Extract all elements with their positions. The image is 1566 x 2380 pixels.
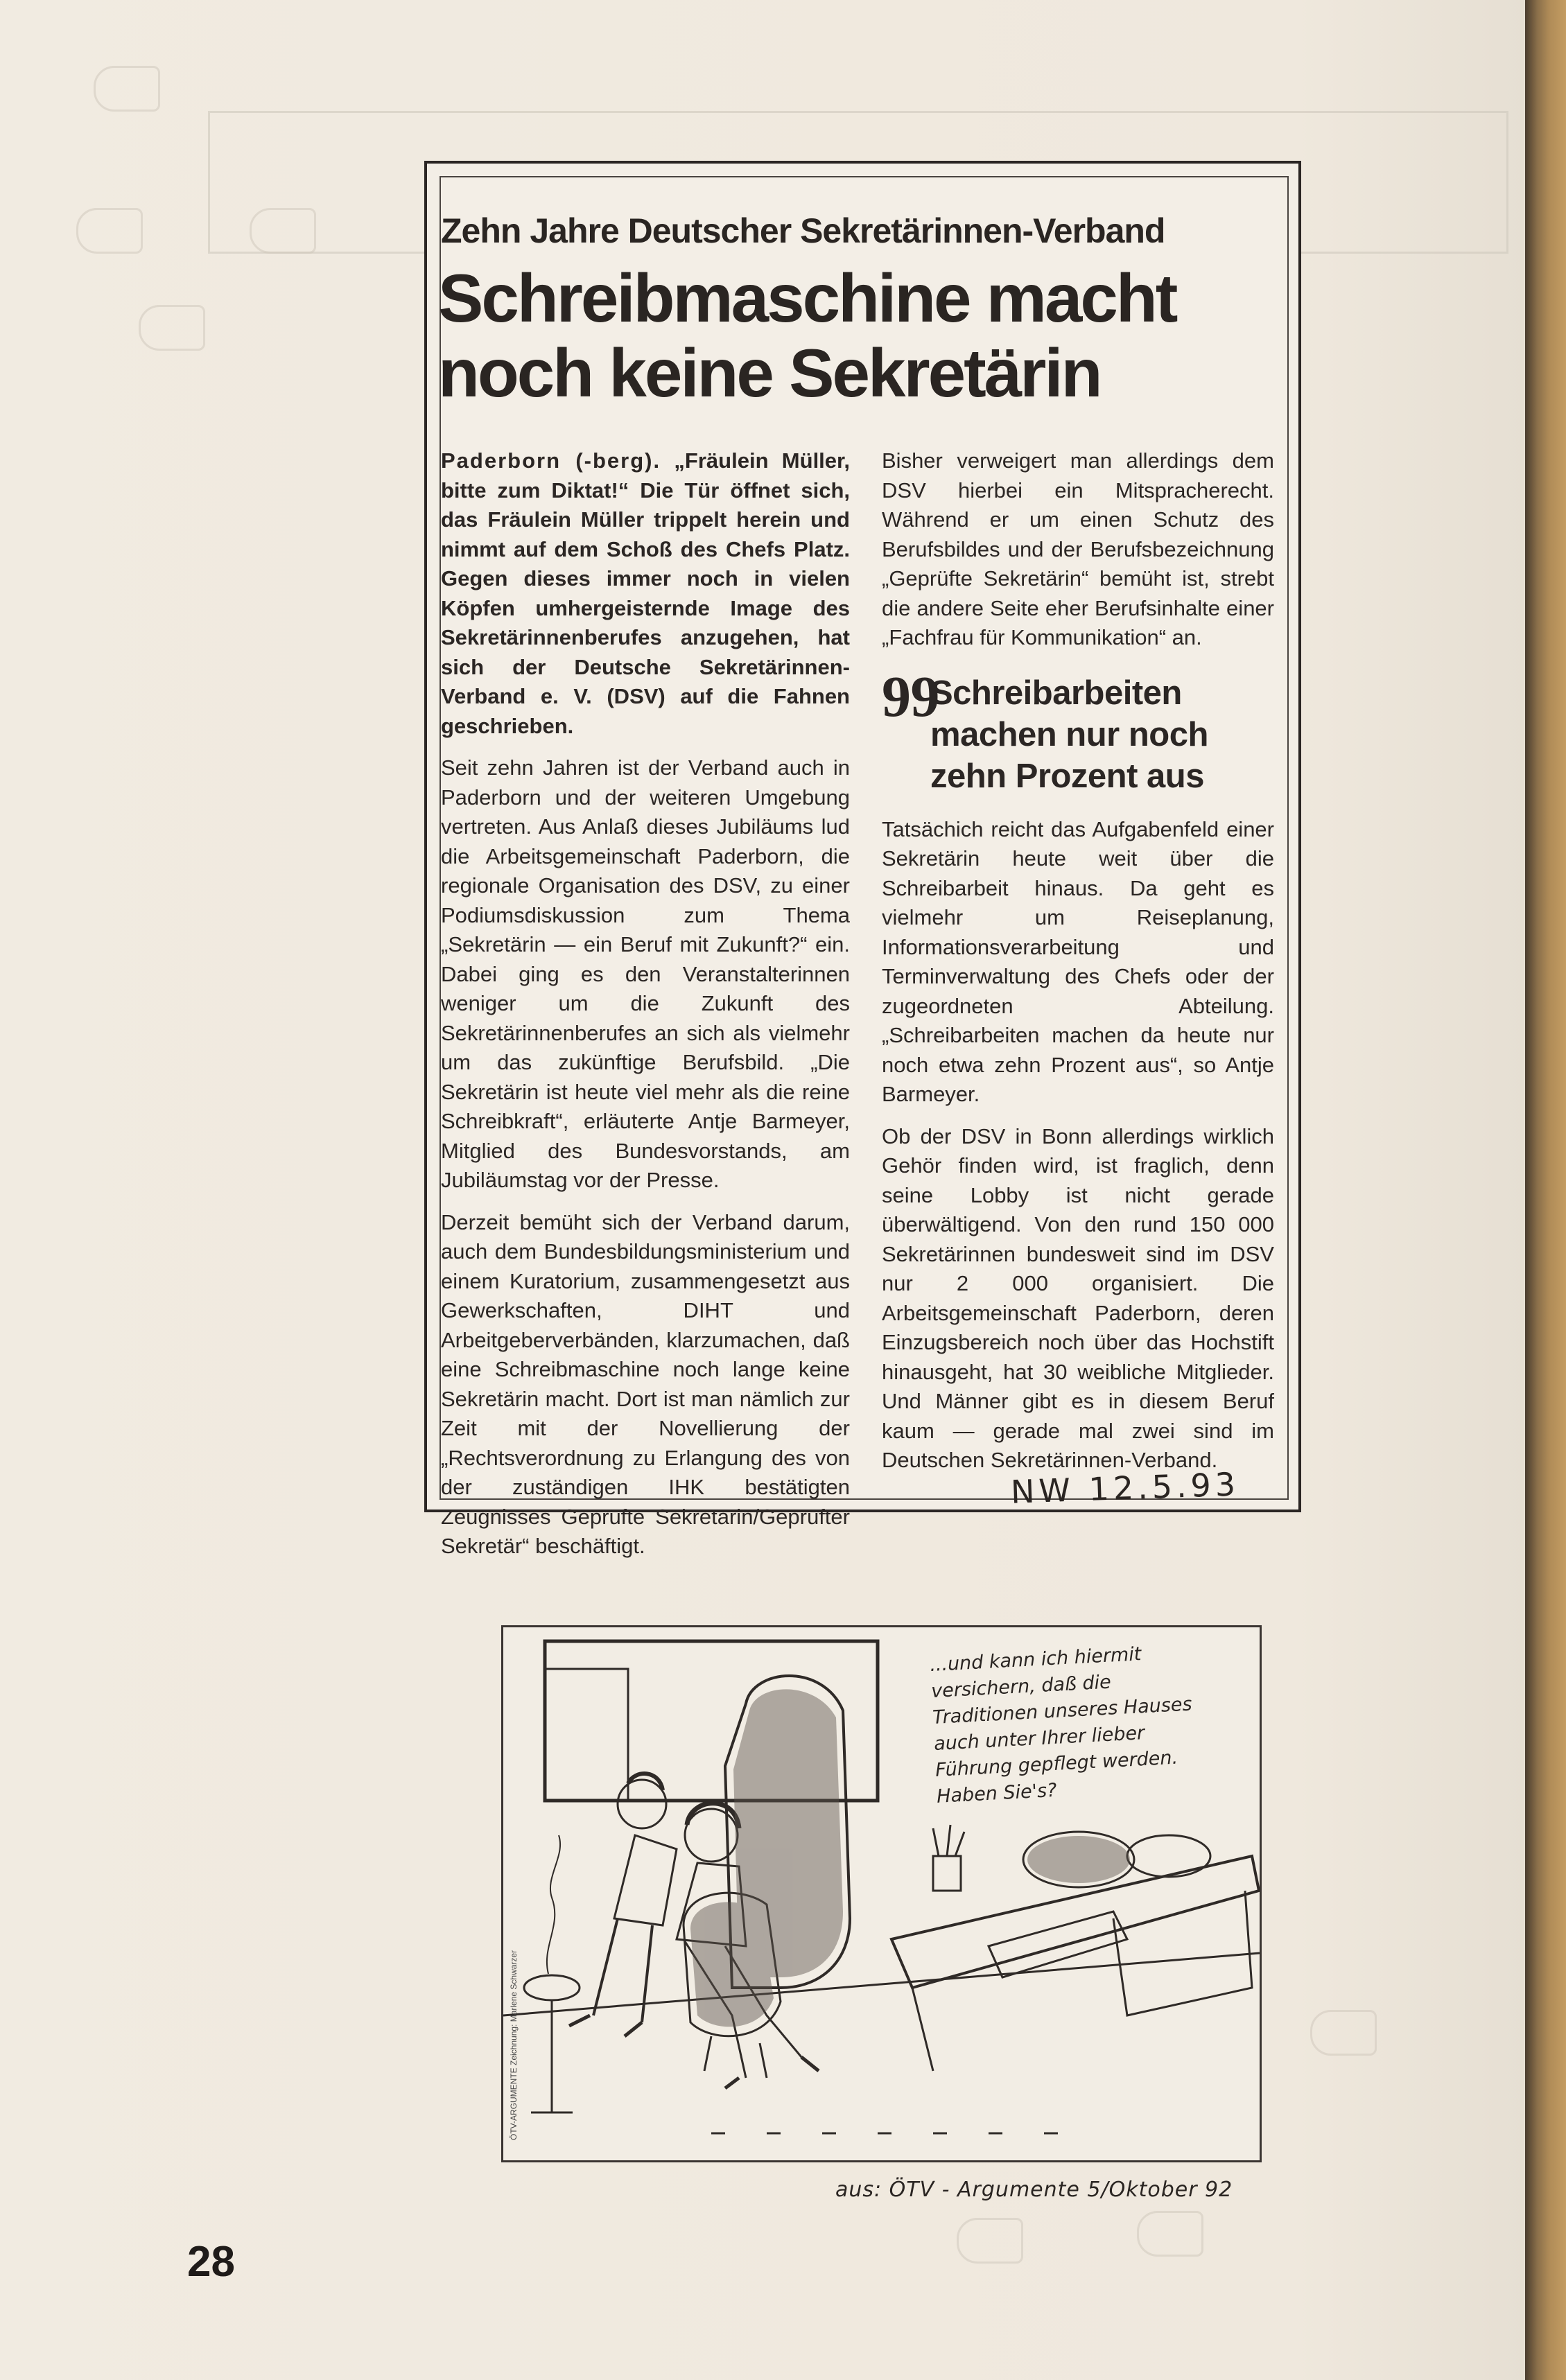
article-column-right [882, 446, 1274, 1488]
newspaper-clipping [424, 161, 1301, 1558]
article-paragraph: Derzeit bemüht sich der Verband darum, auch dem Bundesbildungsministerium und einem Kuratorium, zusammengesetzt aus Gewerkschaften, DIHT und Arbeitgeberverbänden, klarzumachen, daß eine Schreibmaschine noch lange keine Sekretärin macht. Dort ist man nämlich zur Zeit mit der Novellierung der „Rechtsverordnung zu Erlangung des von der zuständigen IHK bestätigten Zeugnisses Geprüfte Sekretärin/Geprüfter Sekretär“ beschäftigt. [441, 1209, 850, 1558]
pointing-hand-icon [1310, 2010, 1377, 2056]
article-column-left [441, 446, 850, 1574]
article-paragraph: Seit zehn Jahren ist der Verband auch in Paderborn und der weiteren Umgebung vertreten. Aus Anlaß dieses Jubiläums lud die Arbeitsgemeinschaft Paderborn, die regionale Organisation des DSV, zu einer Podiumsdiskussion zum Thema „Sekretärin — ein Beruf mit Zukunft?“ ein. Dabei ging es den Veranstalterinnen weniger um die Zukunft des Sekretärinnenberufes an sich als vielmehr um das zukünftige Berufsbild. „Die Sekretärin ist heute viel mehr als die reine Schreibkraft“, erläuterte Antje Barmeyer, Mitglied des Bundesvorstands, am Jubiläumstag vor der Presse. [441, 755, 850, 1192]
pointing-hand-icon [1137, 2211, 1203, 2257]
binding-edge [1525, 0, 1566, 2380]
cartoon-source-note: aus: ÖTV - Argumente 5/Oktober 92 [835, 2178, 1233, 2202]
pull-quote-text: Schreibarbeiten machen nur noch zehn Prozent aus [930, 674, 1208, 795]
article-lead [441, 446, 850, 741]
pointing-hand-icon [957, 2218, 1023, 2264]
pointing-hand-icon [94, 66, 160, 112]
bleed-through-vertical [1331, 1629, 1373, 1975]
article-paragraph: Ob der DSV in Bonn allerdings wirklich Gehör finden wird, ist fraglich, denn seine Lobby ist nicht gerade überwältigend. Von den rund 150 000 Sekretärinnen bundesweit sind im DSV nur 2 000 organisiert. Die Arbeitsgemeinschaft Paderborn, deren Einzugsbereich noch über das Hochstift hinausgeht, hat 30 weibliche Mitglieder. Und Männer gibt es in diesem Beruf kaum — gerade mal zwei sind im Deutschen Sekretärinnen-Verband. [882, 1123, 1274, 1472]
handwritten-source-note: NW 12.5.93 [1010, 1465, 1240, 1511]
article-paragraph: Tatsächich reicht das Aufgabenfeld einer Sekretärin heute weit über die Schreibarbeit hinaus. Da geht es vielmehr um Reiseplanung, Informationsverarbeitung und Terminverwaltung des Chefs oder der zugeordneten Abteilung. „Schreibarbeiten machen da heute nur noch etwa zehn Prozent aus“, so Antje Barmeyer. [882, 816, 1274, 1106]
cartoon-illustration [501, 1625, 1262, 2162]
cartoon-speech-text: ...und kann ich hiermit versichern, daß die Traditionen unseres Hauses auch unter Ihrer lieber Führung gepflegt werden. Haben Sie's? [929, 1643, 1193, 1808]
pull-quote [882, 664, 1274, 797]
article-paragraph: Bisher verweigert man allerdings dem DSV hierbei ein Mitspracherecht. Während er um einen Schutz des Berufsbildes und der Berufsbezeichnung „Geprüfte Sekretärin“ bemüht ist, strebt die andere Seite eher Berufsinhalte einer „Fachfrau für Kommunikation“ an. [882, 448, 1274, 649]
article-dateline: Paderborn (-berg). [441, 448, 661, 473]
pointing-hand-icon [250, 208, 316, 254]
cartoon-credit: ÖTV-ARGUMENTE Zeichnung: Marlene Schwarzer [509, 1950, 519, 2140]
pointing-hand-icon [139, 305, 205, 351]
quote-mark-icon: 99 [882, 664, 939, 729]
article-kicker: Zehn Jahre Deutscher Sekretärinnen-Verband [441, 211, 1165, 250]
page-number: 28 [187, 2238, 235, 2286]
pointing-hand-icon [76, 208, 143, 254]
article-headline: Schreibmaschine macht noch keine Sekretärin [438, 260, 1176, 411]
article-lead-text: „Fräulein Müller, bitte zum Diktat!“ Die Tür öffnet sich, das Fräulein Müller trippelt herein und nimmt auf dem Schoß des Chefs Platz. Gegen dieses immer noch in vielen Köpfen umhergeisternde Image des Sekretärinnenberufes anzugehen, hat sich der Deutsche Sekretärinnen-Verband e. V. (DSV) auf die Fahnen geschrieben. [441, 448, 850, 738]
